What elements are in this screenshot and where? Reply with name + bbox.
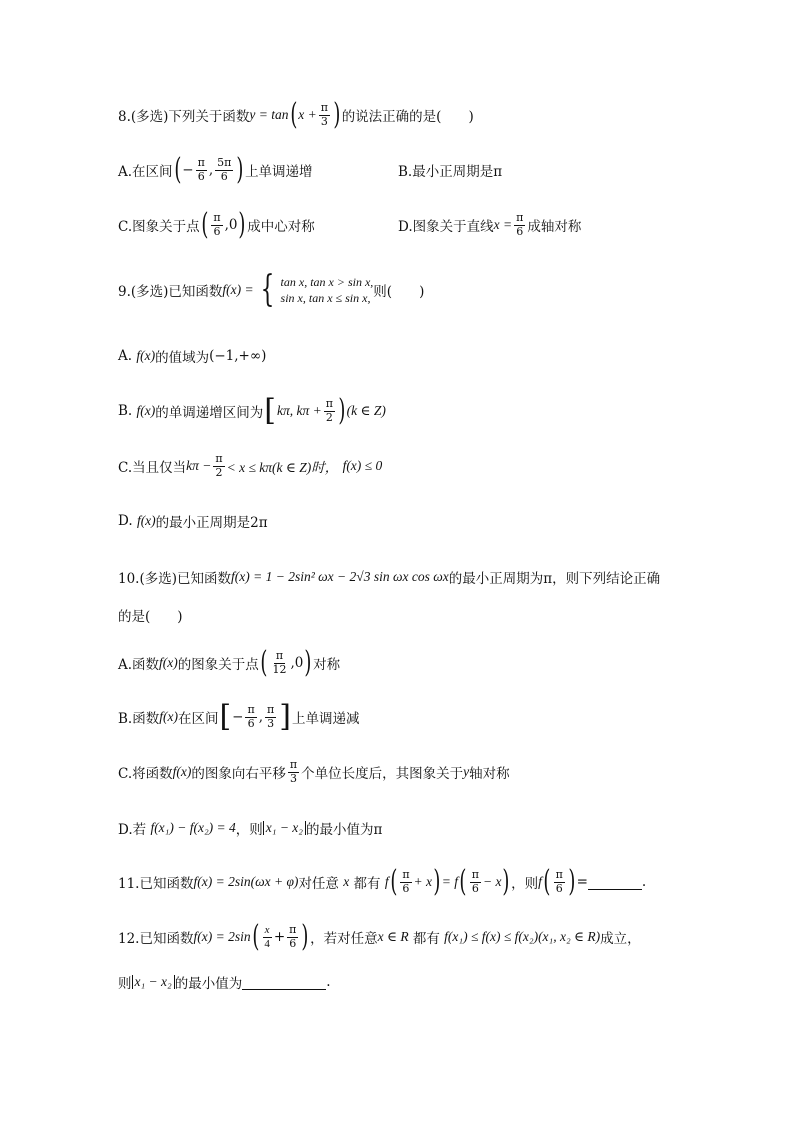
frac-num: x [264,924,270,937]
frac-num: π [320,101,328,115]
q9-a-prefix: A. [118,348,133,364]
fraction-pi-6 [245,704,256,729]
paren-open: ( [251,919,259,954]
q10-c-y: y [463,764,470,779]
q9-b-prefix: B. [118,403,133,419]
q12-prefix: 12.已知函数 [118,931,194,947]
frac-num: π [267,703,275,717]
q9-b-f: f(x) [136,403,156,418]
bracket-open: [ [264,393,276,428]
frac-den: 6 [213,224,221,238]
paren-close: ) [304,645,312,680]
fraction-pi-12 [271,650,289,675]
q11-mid: 对任意 [298,876,339,892]
q8-stem-suffix: 的说法正确的是( ) [341,109,474,125]
frac-den: 6 [516,224,524,238]
q10-option-b: B.函数 f(x) 在区间 [ − $\frac{\pi}{6}$ , $\frac{\pi}{3}$ ] 上单调递减 [118,699,360,734]
fraction-x-4 [262,924,272,949]
q11-stem: 11.已知函数 f(x) = 2sin(ωx + φ) 对任意 x 都有 f ( $\frac{\pi}{6}$ + x ) = f ( $\frac{\pi}{6}$ − x ) ，则 f ( $\frac{\pi}{6}$ ) = . [118,864,647,899]
paren-open: ( [289,97,297,132]
q8-b-text: B.最小正周期是π [398,164,503,180]
fraction-pi-3 [265,704,276,729]
q9-option-d [118,501,268,541]
paren-close: ) [568,864,576,899]
frac-num: π [213,211,221,225]
q12-abs: x₁ − x₂ [132,975,175,989]
q10-a-f: f(x) [159,655,178,670]
q11-eq: = f [441,874,458,889]
q9-c-mid: < x ≤ kπ(k ∈ Z)时， [226,460,339,475]
q8-a-suffix: 上单调递增 [245,164,313,180]
q12-suffix: 成立， [600,931,641,947]
q9-b-suffix: (k ∈ Z) [346,403,386,418]
q9-d-prefix: D. [118,513,133,529]
q10-d-abs: x₁ − x₂ [263,821,306,835]
fraction-5pi-6 [215,157,233,182]
q10-stem-line1 [118,557,660,597]
q12-line2-prefix: 则 [118,976,132,992]
frac-den: 6 [197,169,205,183]
q10-b-f: f(x) [159,709,178,724]
q10-option-a [118,643,340,683]
fraction-pi-6 [211,212,222,237]
fraction-pi-3 [319,102,330,127]
paren-close: ) [333,97,341,132]
q9-a-range: (−1,+∞) [209,348,267,364]
q10-c-f: f(x) [172,764,192,779]
q9-stem-prefix: 9.(多选)已知函数 [118,284,223,300]
q9-a-mid: 的值域为 [155,350,210,366]
q8-c-suffix: 成中心对称 [247,219,315,235]
q10-d-expr: f(x₁) − f(x₂) = 4 [150,820,236,835]
point-zero: ,0 [290,655,304,671]
paren-close: ) [338,393,346,428]
q11-x: x [343,874,350,889]
q8-option-b [398,150,502,190]
paren-close: ) [433,864,441,899]
frac-den: 4 [264,937,270,950]
fraction-pi-6 [470,869,481,894]
q8-c-prefix: C.图象关于点 [118,219,200,235]
q10-c-suffix: 个单位长度后，其图象关于 [301,766,464,782]
q11-prefix: 11.已知函数 [118,876,194,892]
q10-c-end: 轴对称 [469,766,510,782]
fraction-pi-2 [213,453,224,478]
fraction-pi-6 [196,157,207,182]
q12-ineq: f(x₁) ≤ f(x) ≤ f(x₂)(x₁, x₂ ∈ R) [444,929,601,944]
q12-mid: ，若对任意 [310,931,378,947]
point-zero: ,0 [224,217,238,233]
q9-b-mid: 的单调递增区间为 [155,405,264,421]
frac-den: 2 [325,410,333,424]
q10-option-d [118,808,382,848]
frac-num: π [402,868,410,882]
q8-option-a: A.在区间 ( − $\frac{\pi}{6}$ , $\frac{5\pi}{6}$ ) 上单调递增 [118,152,313,187]
frac-den: 3 [320,114,328,128]
frac-num: π [247,703,255,717]
frac-den: 6 [289,936,297,950]
minus-sign: − [232,709,244,725]
case-1: tan x, tan x > sin x, [280,274,374,289]
q9-a-f: f(x) [136,348,156,363]
paren-close: ) [238,207,246,242]
frac-num: π [325,397,333,411]
q9-option-b [118,391,386,431]
fraction-pi-6 [400,869,411,894]
q10-suffix: 的最小正周期为π，则下列结论正确 [448,571,661,587]
q11-func: f(x) = 2sin(ωx + φ) [193,874,299,889]
q12-line2-suffix: 的最小值为 [174,976,243,992]
q10-a-suffix: 对称 [313,657,341,673]
q10-d-mid: ，则 [235,822,263,838]
frac-den: 3 [289,771,297,785]
q10-d-suffix: 的最小值为π [306,822,383,838]
q10-stem-line2 [118,595,183,635]
q11-plus-x: + x [413,874,433,889]
q9-d-mid: 的最小正周期是2π [155,515,268,531]
bracket-open: [ [219,699,232,734]
minus-sign: − [182,162,194,178]
q10-c-mid: 的图象向右平移 [191,766,286,782]
q9-b-kpi: kπ, kπ + [276,403,322,418]
paren-close: ) [301,919,309,954]
paren-open: ( [200,207,209,242]
q12-cond: x ∈ R [377,929,409,944]
frac-num: π [471,868,479,882]
q10-b-mid: 在区间 [177,711,219,727]
q9-option-c [118,446,382,486]
frac-den: 12 [272,662,287,676]
q9-stem [118,270,424,310]
q8-a-prefix: A.在区间 [118,164,173,180]
q9-c-prefix: C.当且仅当 [118,460,187,476]
q9-option-a [118,336,266,376]
q10-line2: 的是( ) [118,609,183,625]
frac-den: 6 [247,716,255,730]
frac-den: 6 [220,169,228,183]
fraction-pi-6 [554,869,565,894]
frac-num: π [516,211,524,225]
q8-d-x: x = [493,217,513,232]
paren-open: ( [173,152,181,187]
answer-blank[interactable] [242,975,326,990]
fraction-pi-6 [514,212,525,237]
q10-b-suffix: 上单调递减 [291,711,360,727]
q10-prefix: 10.(多选)已知函数 [118,571,232,587]
q8-option-d [398,205,581,245]
paren-close: ) [236,152,244,187]
answer-blank[interactable] [588,875,642,890]
bracket-close: ] [279,699,291,734]
paren-open: ( [389,864,397,899]
q8-d-suffix: 成轴对称 [527,219,582,235]
fraction-pi-6 [287,924,298,949]
q10-option-c [118,752,510,792]
fraction-pi-3 [288,759,299,784]
frac-num: π [289,758,298,772]
q11-mid2: 都有 [353,876,381,892]
frac-num: π [289,923,297,937]
frac-num: π [197,156,205,170]
paren-close: ) [502,864,510,899]
q10-a-prefix: A.函数 [118,657,160,673]
left-brace: { [260,269,274,310]
paren-open: ( [260,645,268,680]
q9-d-f: f(x) [136,513,156,528]
frac-num: 5π [217,156,232,170]
q11-f2: f [538,874,542,889]
frac-num: π [275,649,284,663]
q8-option-c [118,205,315,245]
fraction-pi-2 [324,398,335,423]
q10-a-mid: 的图象关于点 [177,657,259,673]
q12-func: f(x) = 2sin [193,929,251,944]
frac-den: 3 [267,716,275,730]
q10-b-prefix: B.函数 [118,711,160,727]
q8-stem [118,95,474,135]
q8-d-prefix: D.图象关于直线 [398,219,494,235]
q12-mid2: 都有 [412,931,440,947]
frac-den: 6 [555,881,563,895]
piecewise-cases [281,274,374,306]
q9-c-kpi: kπ − [186,458,212,473]
q9-c-f: f(x) ≤ 0 [342,458,383,473]
q8-stem-prefix: 8.(多选)下列关于函数 [118,109,250,125]
q12-stem-line2: 则 x₁ − x₂ 的最小值为 . [118,974,331,992]
paren-open: ( [459,864,467,899]
q11-f: f [384,874,389,889]
frac-num: π [215,452,223,466]
q10-c-prefix: C.将函数 [118,766,173,782]
case-2: sin x, tan x ≤ sin x, [280,291,371,305]
frac-num: π [555,868,563,882]
frac-den: 6 [402,881,410,895]
q11-then: ，则 [511,876,539,892]
q9-func: f(x) = [222,282,254,297]
q8-func: y = tan [249,107,289,122]
q10-d-prefix: D.若 [118,822,147,838]
q12-stem-line1: 12.已知函数 f(x) = 2sin ( $\frac{x}{4}$ + $\frac{\pi}{6}$ ) ，若对任意 x ∈ R 都有 f(x₁) ≤ f(x) ≤ f(x₂)(x₁, x₂ ∈ R) 成立， [118,919,641,954]
q9-stem-suffix: 则( ) [373,284,425,300]
paren-open: ( [543,864,551,899]
q11-minus-x: − x [482,874,502,889]
frac-den: 6 [471,881,479,895]
q11-eq2: = [576,874,588,890]
frac-den: 2 [215,465,223,479]
q8-arg: x + [298,107,317,122]
q10-func: f(x) = 1 − 2sin² ωx − 2√3 sin ωx cos ωx [231,569,449,584]
